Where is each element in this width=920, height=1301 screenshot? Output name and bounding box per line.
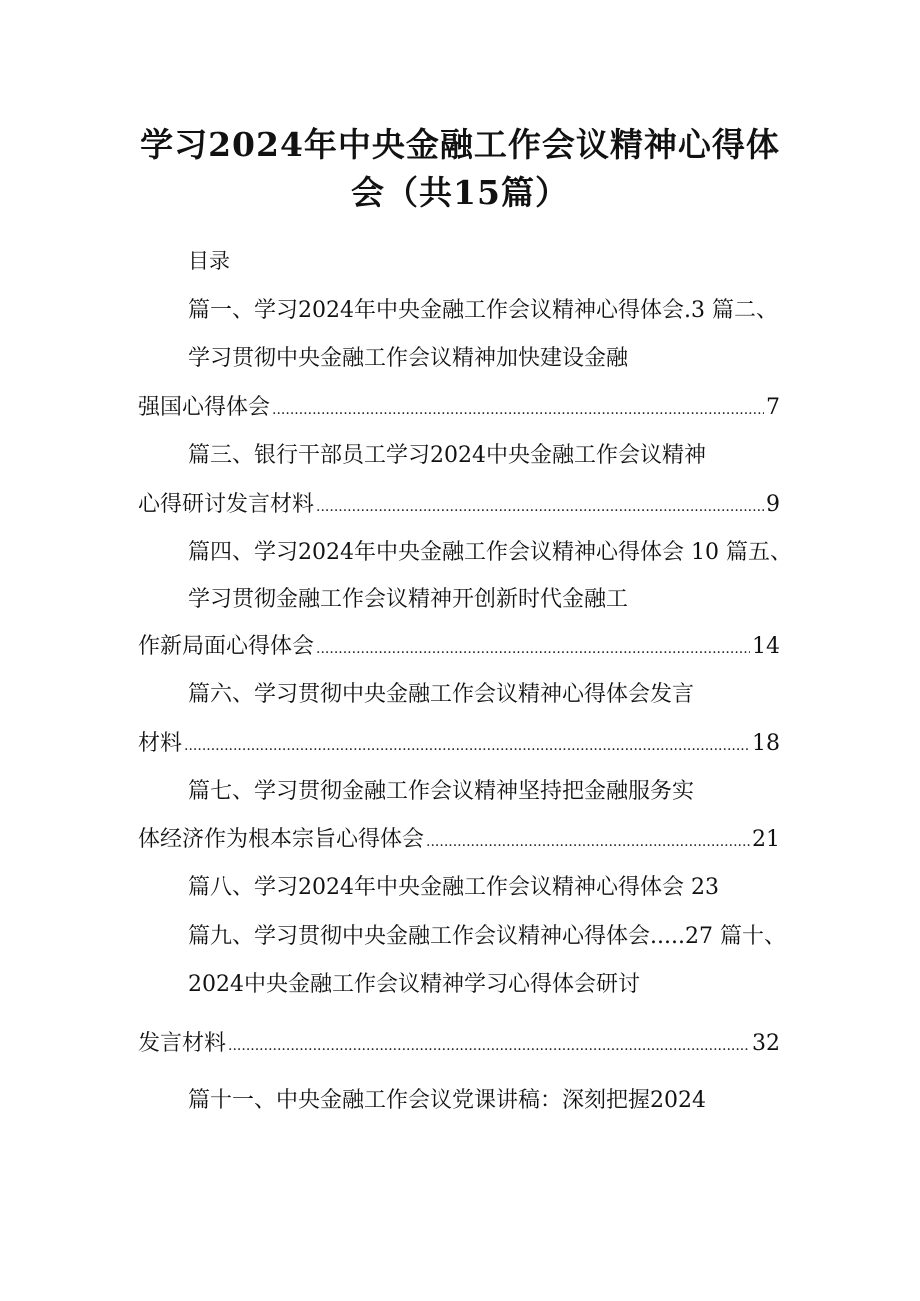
toc-entry-9[interactable]: 篇九、学习贯彻中央金融工作会议精神心得体会.....27 篇十、 [188,924,786,949]
toc-entry-8[interactable]: 篇八、学习2024年中央金融工作会议精神心得体会 23 [188,875,719,900]
page-number: 18 [752,731,780,756]
toc-entry-2-line-2[interactable] [138,393,780,425]
toc-entry-10-line-1[interactable]: 2024中央金融工作会议精神学习心得体会研讨 [188,972,640,997]
page-number: 9 [766,492,780,517]
toc-entry-text: 材料 [138,731,183,756]
toc-entry-2-line-1[interactable]: 学习贯彻中央金融工作会议精神加快建设金融 [188,346,629,371]
toc-entry-text: 体经济作为根本宗旨心得体会 [138,827,425,852]
toc-entry-5-line-1[interactable]: 学习贯彻金融工作会议精神开创新时代金融工 [188,587,629,612]
toc-entry-11[interactable]: 篇十一、中央金融工作会议党课讲稿：深刻把握2024 [188,1088,706,1113]
toc-entry-4[interactable]: 篇四、学习2024年中央金融工作会议精神心得体会 10 篇五、 [188,540,792,565]
toc-entry-6-line-1[interactable]: 篇六、学习贯彻中央金融工作会议精神心得体会发言 [188,682,695,707]
page-number: 21 [752,827,780,852]
toc-entry-3-line-2[interactable] [138,490,780,522]
dot-leader [184,729,750,761]
page-number: 7 [766,395,780,420]
document-title-line-1: 学习2024年中央金融工作会议精神心得体 [140,125,780,164]
toc-entry-text: 发言材料 [138,1031,227,1056]
toc-entry-5-line-2[interactable] [138,632,780,664]
dot-leader [316,490,764,522]
toc-label: 目录 [188,249,230,273]
toc-entry-1[interactable]: 篇一、学习2024年中央金融工作会议精神心得体会.3 篇二、 [188,298,778,323]
document-title-line-2: 会（共15篇） [351,173,569,212]
toc-entry-3-line-1[interactable]: 篇三、银行干部员工学习2024中央金融工作会议精神 [188,443,706,468]
toc-entry-6-line-2[interactable] [138,729,780,761]
page-number: 32 [752,1031,780,1056]
dot-leader [272,393,764,425]
toc-entry-10-line-2[interactable] [138,1029,780,1061]
toc-entry-7-line-1[interactable]: 篇七、学习贯彻金融工作会议精神坚持把金融服务实 [188,779,695,804]
toc-entry-text: 作新局面心得体会 [138,634,315,659]
dot-leader [426,825,750,857]
dot-leader [316,632,750,664]
toc-entry-text: 心得研讨发言材料 [138,492,315,517]
toc-entry-text: 强国心得体会 [138,395,271,420]
toc-entry-7-line-2[interactable] [138,825,780,857]
page-number: 14 [752,634,780,659]
dot-leader [228,1029,750,1061]
